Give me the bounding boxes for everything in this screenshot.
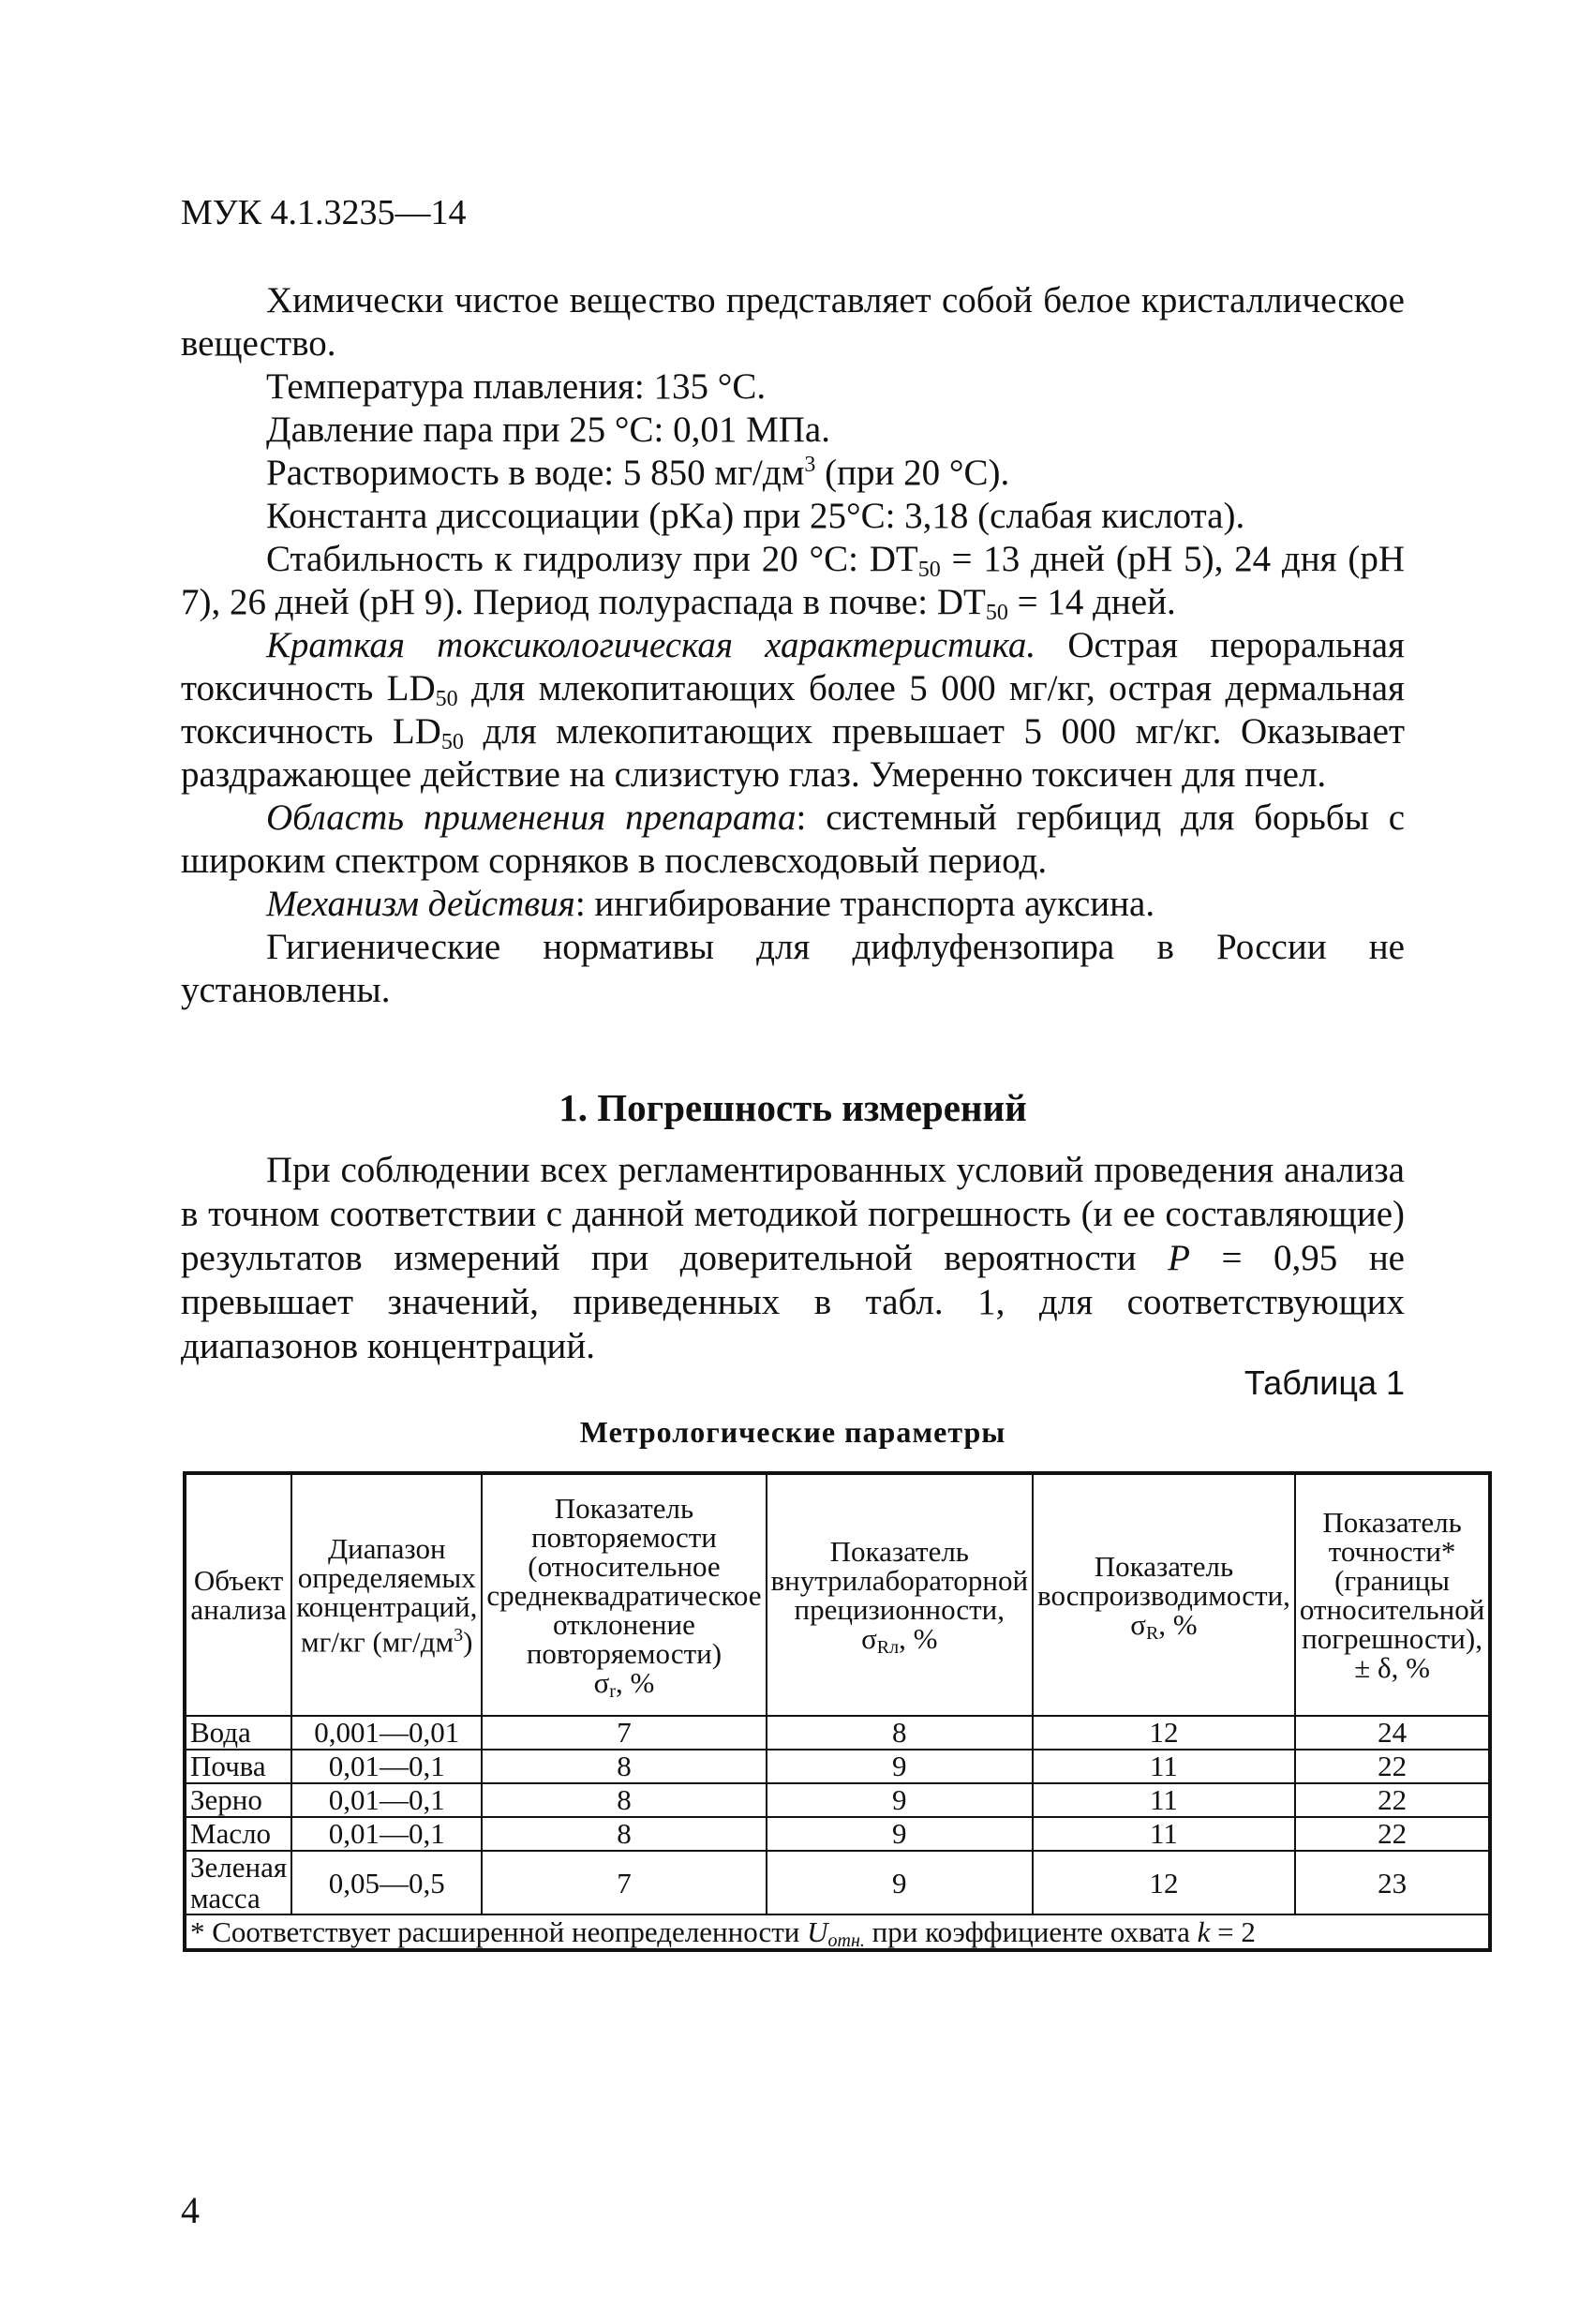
cell-accuracy: 24 bbox=[1295, 1716, 1490, 1750]
cell-range: 0,01—0,1 bbox=[291, 1817, 482, 1851]
table-footnote-row bbox=[185, 1914, 1490, 1950]
cell-accuracy: 22 bbox=[1295, 1750, 1490, 1783]
cell-object: Зеленая масса bbox=[185, 1851, 291, 1914]
cell-range: 0,05—0,5 bbox=[291, 1851, 482, 1914]
cell-repeatability: 7 bbox=[482, 1716, 766, 1750]
cell-repeatability: 8 bbox=[482, 1817, 766, 1851]
paragraph-vapor-pressure: Давление пара при 25 °С: 0,01 МПа. bbox=[266, 410, 830, 450]
table-title: Метрологические параметры bbox=[579, 1415, 1006, 1449]
paragraph-pka: Константа диссоциации (pKa) при 25°С: 3,18 (слабая кислота). bbox=[266, 496, 1245, 536]
metrology-table bbox=[183, 1471, 1492, 1952]
paragraph-hydrolysis: Стабильность к гидролизу при 20 °С: $DT_{50} = 13$ дней (pH 5), 24 дня (pH 7), 26 дней (pH 9). Период полураспада в почве: $DT_{50} = 14$ дней. bbox=[181, 539, 1405, 625]
cell-range: 0,01—0,1 bbox=[291, 1750, 482, 1783]
document-header: МУК 4.1.3235—14 bbox=[181, 193, 467, 232]
section-body bbox=[181, 1148, 1405, 1368]
cell-object: Зерно bbox=[185, 1783, 291, 1817]
paragraph-mechanism: Механизм действия: ингибирование транспорта ауксина. bbox=[266, 884, 1155, 924]
paragraph-error: При соблюдении всех регламентированных условий проведения анализа в точном соответствии с данной методикой погрешность (и ее составляющие) результатов измерений при доверительной вероятности P = 0,95 не превышает значений, приведенных в табл. 1, для соответствующих диапазонов концентраций. bbox=[181, 1150, 1405, 1366]
paragraph-appearance: Химически чистое вещество представляет собой белое кристаллическое вещество. bbox=[181, 280, 1405, 364]
paragraph-solubility: Растворимость в воде: 5 850 $мг/дм^3$ (при 20 °С). bbox=[266, 453, 1010, 493]
table-row bbox=[185, 1817, 1490, 1851]
header-reproducibility: Показатель воспроизводимости, $\sigma_R$, % bbox=[1033, 1473, 1295, 1716]
cell-reproducibility: 12 bbox=[1033, 1716, 1295, 1750]
cell-range: 0,001—0,01 bbox=[291, 1716, 482, 1750]
paragraph-melting-point: Температура плавления: 135 °С. bbox=[266, 366, 767, 407]
cell-object: Вода bbox=[185, 1716, 291, 1750]
paragraph-toxicology: Краткая токсикологическая характеристика. Острая пероральная токсичность $LD_{50}$ для млекопитающих более 5 000 мг/кг, острая дермальная токсичность $LD_{50}$ для млекопитающих превышает 5 000 мг/кг. Оказывает раздражающее действие на слизистую глаз. Умеренно токсичен для пчел. bbox=[181, 625, 1405, 795]
paragraph-application: Область применения препарата: системный гербицид для борьбы с широким спектром сорняков в послевсходовый период. bbox=[181, 797, 1406, 881]
section-title: 1. Погрешность измерений bbox=[559, 1086, 1027, 1129]
header-repeatability: Показатель повторяемости (относительное среднеквадратическое отклонение повторяемости) $\sigma_r$, % bbox=[482, 1473, 766, 1716]
cell-range: 0,01—0,1 bbox=[291, 1783, 482, 1817]
header-range: Диапазон определяемых концентраций, мг/кг $(мг/дм^3)$ bbox=[291, 1473, 482, 1716]
cell-object: Масло bbox=[185, 1817, 291, 1851]
table-row bbox=[185, 1716, 1490, 1750]
cell-intralab: 9 bbox=[767, 1851, 1034, 1914]
cell-reproducibility: 11 bbox=[1033, 1817, 1295, 1851]
cell-accuracy: 23 bbox=[1295, 1851, 1490, 1914]
table-row bbox=[185, 1750, 1490, 1783]
header-object: Объект анализа bbox=[185, 1473, 291, 1716]
header-intralab: Показатель внутрилабораторной прецизионности, $\sigma_{Rл}$, % bbox=[767, 1473, 1034, 1716]
cell-reproducibility: 11 bbox=[1033, 1783, 1295, 1817]
table-footnote: * Соответствует расширенной неопределенности $U_{отн.}$ при коэффициенте охвата k = 2 bbox=[185, 1914, 1490, 1950]
cell-reproducibility: 12 bbox=[1033, 1851, 1295, 1914]
cell-object: Почва bbox=[185, 1750, 291, 1783]
page-number: 4 bbox=[181, 2189, 200, 2231]
table-row bbox=[185, 1783, 1490, 1817]
cell-accuracy: 22 bbox=[1295, 1817, 1490, 1851]
cell-intralab: 9 bbox=[767, 1750, 1034, 1783]
cell-intralab: 9 bbox=[767, 1783, 1034, 1817]
cell-intralab: 8 bbox=[767, 1716, 1034, 1750]
paragraph-hygiene: Гигиенические нормативы для дифлуфензопира в России не установлены. bbox=[181, 927, 1405, 1010]
cell-accuracy: 22 bbox=[1295, 1783, 1490, 1817]
header-accuracy: Показатель точности* (границы относительной погрешности), ± δ, % bbox=[1295, 1473, 1490, 1716]
table-label: Таблица 1 bbox=[1244, 1363, 1405, 1402]
cell-repeatability: 8 bbox=[482, 1783, 766, 1817]
table-row bbox=[185, 1851, 1490, 1914]
cell-repeatability: 8 bbox=[482, 1750, 766, 1783]
table-header-row bbox=[185, 1473, 1490, 1716]
cell-reproducibility: 11 bbox=[1033, 1750, 1295, 1783]
body-text bbox=[181, 279, 1405, 1012]
cell-repeatability: 7 bbox=[482, 1851, 766, 1914]
cell-intralab: 9 bbox=[767, 1817, 1034, 1851]
